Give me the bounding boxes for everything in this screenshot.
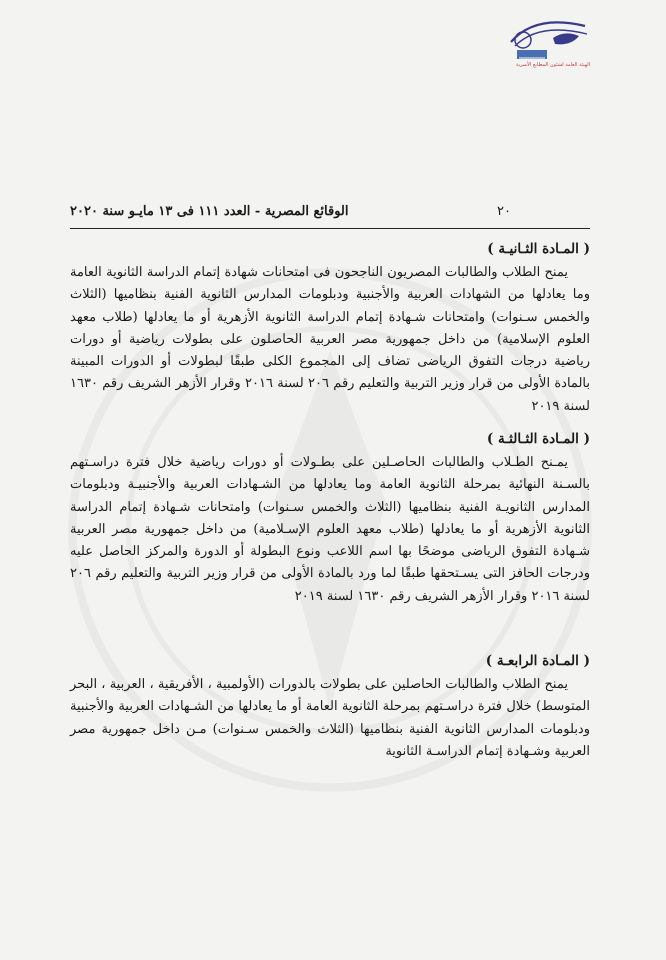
article-body: يمنح الطلاب والطالبات المصريون الناجحون فى امتحانات شهادة إتمام الدراسة الثانوية العامة وما يعادلها من الشهادات العربية والأجنبية ودبلومات المدارس الثانوية الفنية بنظاميها (الثلاث والخمس سـنوات) وامتحانات شـهادة إتمام الدراسة الثانوية الأزهرية أو ما يعادلها (طلاب معهد العلوم الإسلامية) من داخل جمهورية مصر العربية الحاصلون على بطولات رياضية أو دورات رياضية درجات التفوق الرياضى تضاف إلى المجموع الكلى طبقًا لبطولات أو الدورات المبينة بالمادة الأولى من قرار وزير التربية والتعليم رقم ٢٠٦ لسنة ٢٠١٦ وقرار الأزهر الشريف رقم ١٦٣٠ لسنة ٢٠١٩ [70, 265, 590, 414]
running-header [70, 204, 511, 219]
header-rule [70, 228, 590, 229]
article-body: يمنح الطلاب والطالبات الحاصلين على بطولات بالدورات (الأولمبية ، الأفريقية ، العربية ، البحر المتوسط) خلال فترة دراسـتهم بمرحلة الثانوية العامة أو ما يعادلها من الشـهادات العربية والأجنبية ودبلومات المدارس الثانوية الفنية بنظاميها (الثلاث والخمس سـنوات) مـن داخل جمهورية مصر العربية وشـهادة إتمام الدراسـة الثانوية [70, 677, 590, 759]
article-3 [70, 428, 590, 608]
running-title: الوقائع المصرية - العدد ١١١ فى ١٣ مايـو سنة ٢٠٢٠ [70, 204, 349, 219]
article-heading: ( المـادة الرابعـة ) [485, 653, 590, 669]
article-heading: ( المـادة الثـالثـة ) [486, 431, 590, 447]
page-number: ٢٠ [497, 204, 511, 219]
logo-subtitle: الهيئة العامة لشئون المطابع الأميرية [516, 62, 590, 68]
article-body: يمـنح الطـلاب والطالبات الحاصـلين على بطـولات أو دورات رياضية خلال فترة دراسـتهم بالسـنة النهائية بمرحلة الثانوية العامة وما يعادلها من الشـهادات العربية والأجنبيـة ودبلومات المدارس الثانويـة الفنية بنظاميها (الثلاث والخمس سـنوات) وامتحانات شـهادة إتمام الدراسة الثانوية الأزهرية أو ما يعادلها (طلاب معهد العلوم الإسـلامية) من داخل جمهورية مصر العربية شـهادة التفوق الرياضى موضحًا بها اسم اللاعب ونوع البطولة أو الدورة والمركز الحاصل عليه ودرجات الحافز التى يسـتحقها طبقًا لما ورد بالمادة الأولى من قرار وزير التربية والتعليم رقم ٢٠٦ لسنة ٢٠١٦ وقرار الأزهر الشريف رقم ١٦٣٠ لسنة ٢٠١٩ [70, 455, 590, 604]
article-4 [70, 650, 590, 763]
article-heading: ( المـادة الثـانيـة ) [487, 241, 590, 257]
article-2 [70, 238, 590, 418]
